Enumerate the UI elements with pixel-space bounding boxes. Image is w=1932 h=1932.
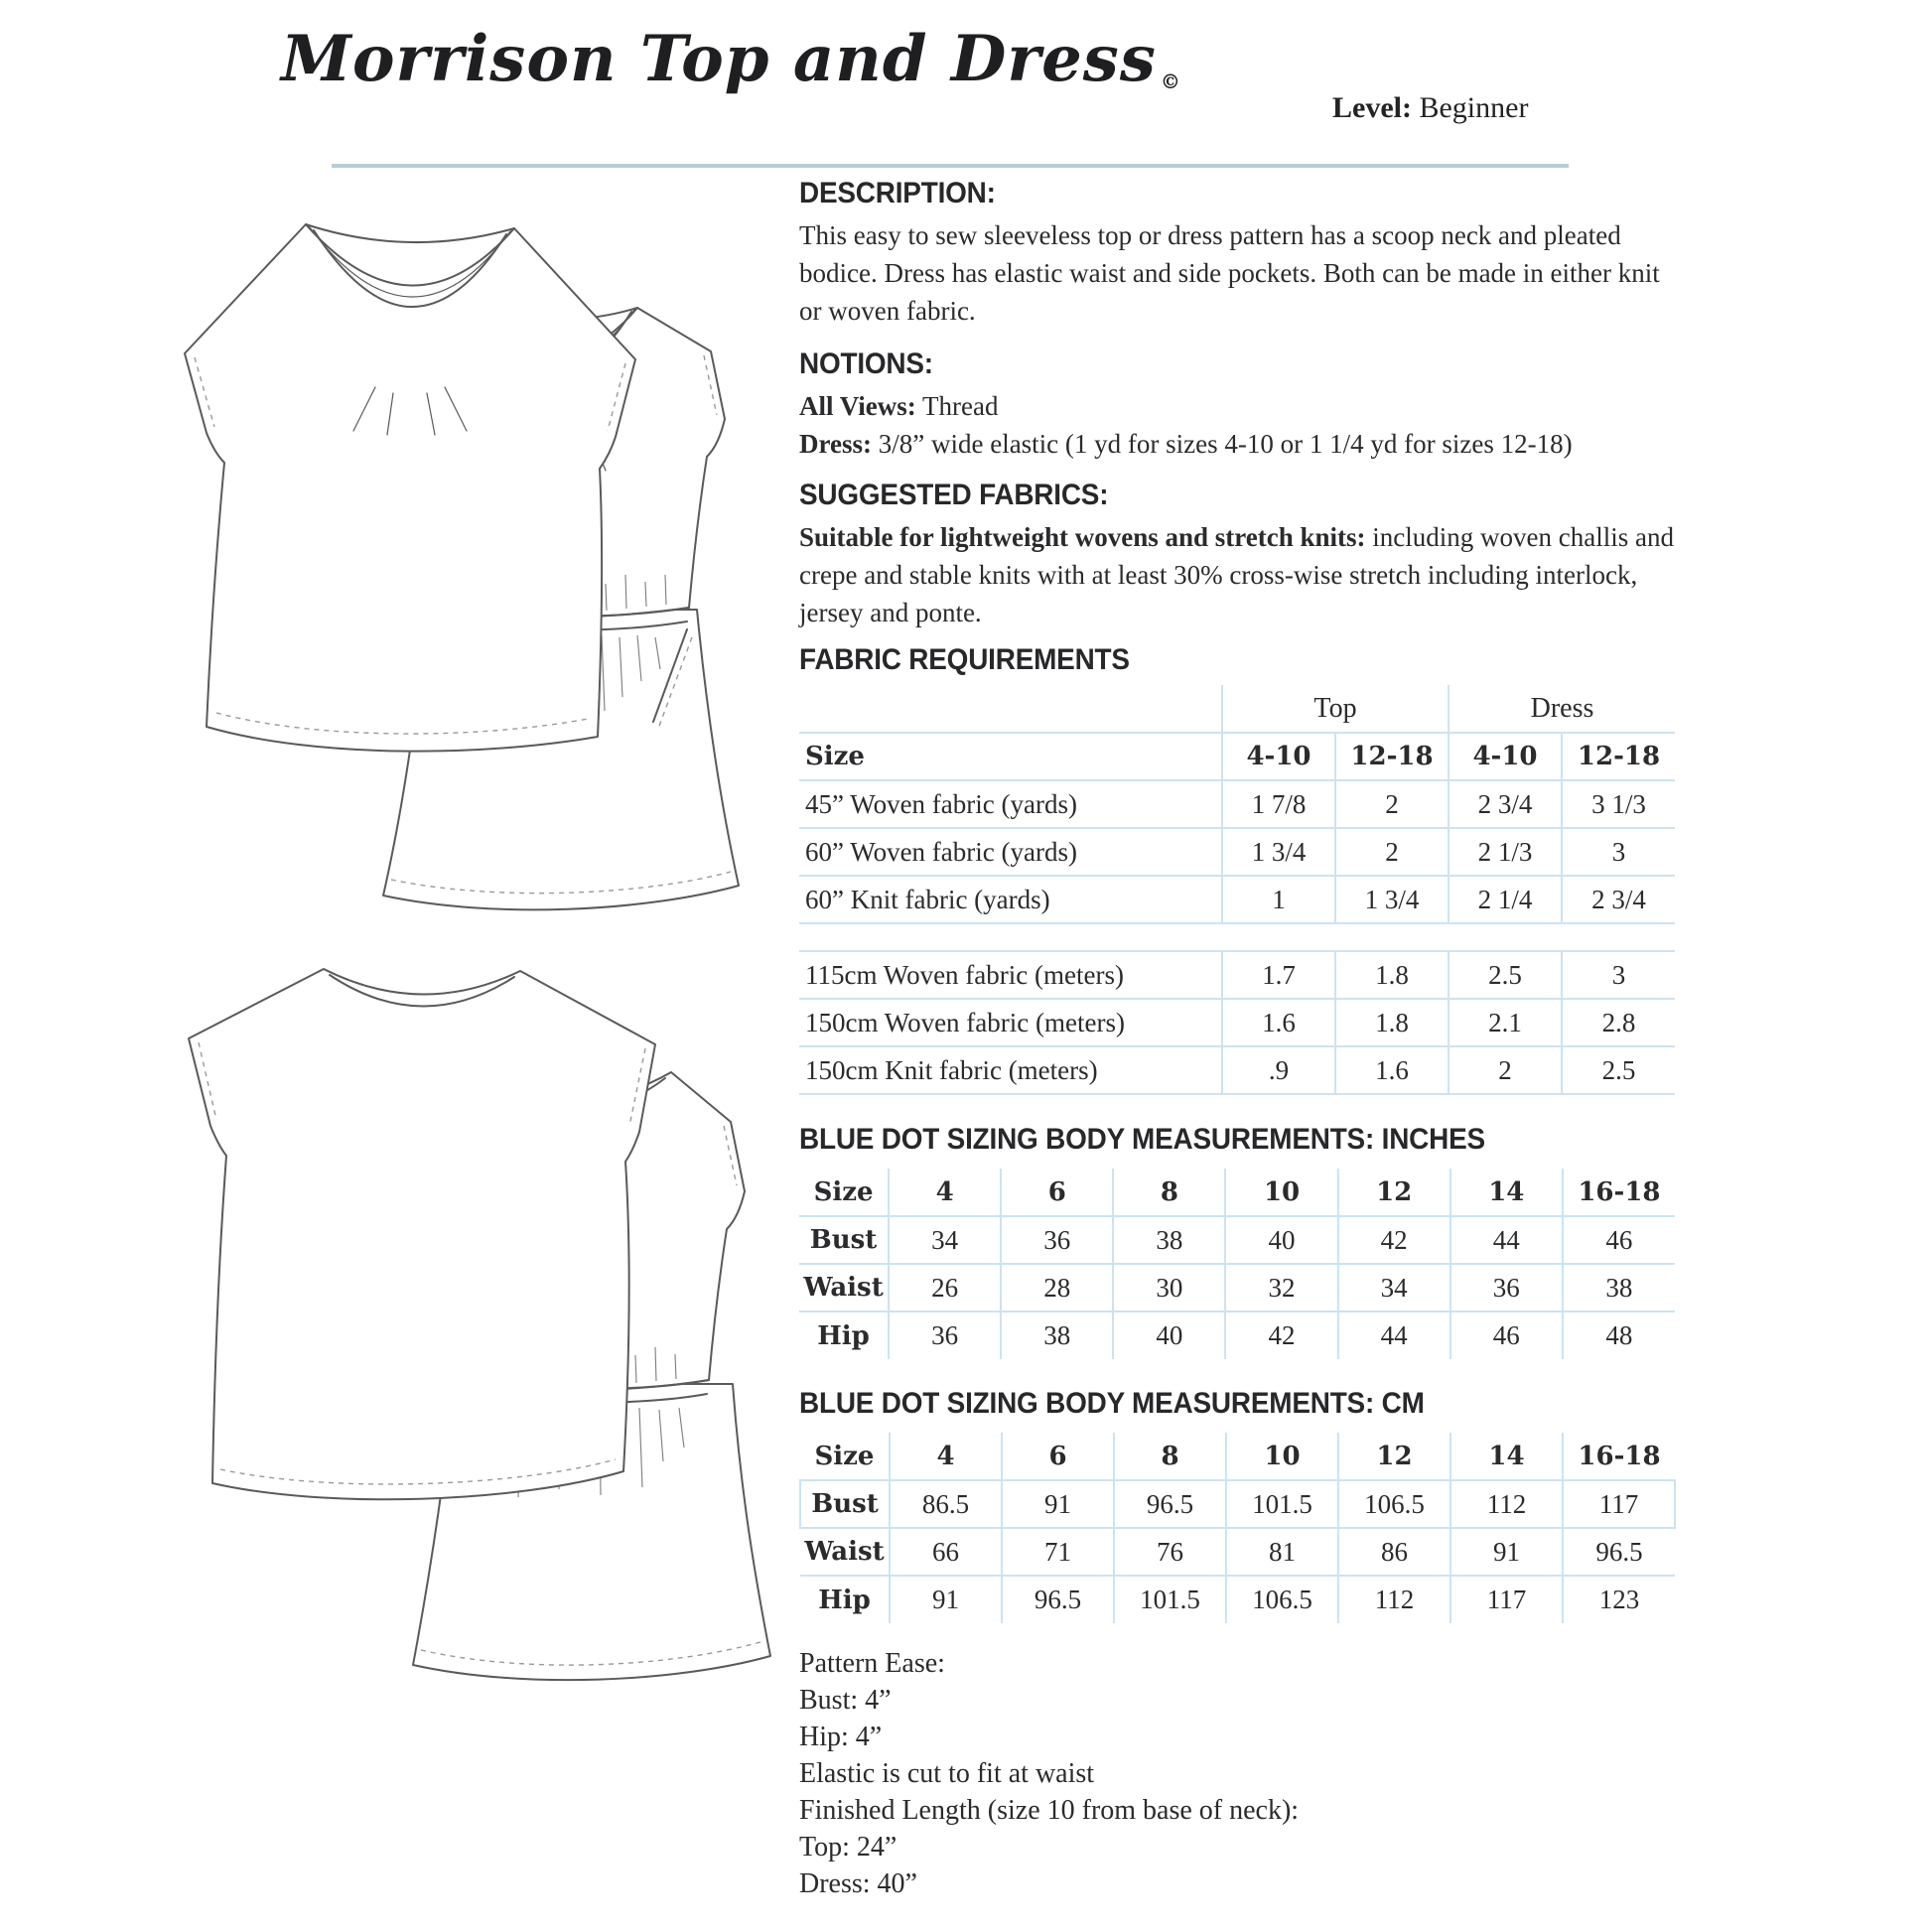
table-cell: 76 <box>1114 1528 1226 1576</box>
size-header: Size <box>800 1433 890 1480</box>
back-views-illustration <box>127 935 814 1722</box>
table-cell: 3 <box>1562 951 1675 999</box>
column-header: 14 <box>1450 1169 1563 1216</box>
row-label: Bust <box>799 1216 889 1264</box>
table-cell: 46 <box>1563 1216 1675 1264</box>
column-header: 10 <box>1225 1169 1337 1216</box>
table-cell: 2.8 <box>1562 999 1675 1046</box>
column-header: 12 <box>1338 1169 1450 1216</box>
sizing-cm-table <box>799 1433 1676 1623</box>
group-header-top: Top <box>1222 685 1449 733</box>
row-label: Bust <box>800 1480 890 1528</box>
column-header: 4 <box>890 1433 1002 1480</box>
column-header: 4 <box>889 1169 1001 1216</box>
section-pattern-ease <box>799 1645 1675 1902</box>
notions-all-views: All Views: Thread <box>799 391 999 421</box>
column-header: 8 <box>1113 1169 1225 1216</box>
sizing-cm-heading: BLUE DOT SIZING BODY MEASUREMENTS: CM <box>799 1387 1425 1420</box>
table-cell: 2 <box>1335 828 1449 876</box>
table-cell: 38 <box>1113 1216 1225 1264</box>
column-header: 10 <box>1226 1433 1338 1480</box>
table-cell: 3 1/3 <box>1562 780 1675 828</box>
table-cell: 2 3/4 <box>1562 876 1675 923</box>
table-header-row <box>800 1433 1675 1480</box>
column-header: 4-10 <box>1222 733 1335 780</box>
table-cell: 117 <box>1450 1576 1563 1623</box>
section-suggested-fabrics <box>799 479 1675 631</box>
level-label: Level: Beginner <box>1332 91 1529 124</box>
section-sizing-inches <box>799 1123 1675 1359</box>
table-cell: 26 <box>889 1264 1001 1311</box>
table-cell: 34 <box>889 1216 1001 1264</box>
suggested-fabrics-heading: SUGGESTED FABRICS: <box>799 479 1109 511</box>
description-heading: DESCRIPTION: <box>799 177 996 209</box>
column-header: 8 <box>1114 1433 1226 1480</box>
row-label: 115cm Woven fabric (meters) <box>799 951 1222 999</box>
table-cell: 2.5 <box>1449 951 1562 999</box>
table-cell: 2.5 <box>1562 1046 1675 1094</box>
table-cell: 2 3/4 <box>1449 780 1562 828</box>
row-label: 45” Woven fabric (yards) <box>799 780 1222 828</box>
row-label: Waist <box>799 1264 889 1311</box>
table-cell <box>799 685 1222 733</box>
row-label: 60” Knit fabric (yards) <box>799 876 1222 923</box>
table-cell: 106.5 <box>1226 1576 1338 1623</box>
table-cell: 81 <box>1226 1528 1338 1576</box>
table-cell: 86.5 <box>890 1480 1002 1528</box>
scissors-icon <box>1475 40 1517 85</box>
fabric-requirements-metric-table <box>799 950 1675 1095</box>
table-cell: 112 <box>1450 1480 1563 1528</box>
size-header: Size <box>799 733 1222 780</box>
table-cell: 86 <box>1338 1528 1450 1576</box>
table-cell: 38 <box>1001 1311 1113 1359</box>
table-row <box>799 780 1675 828</box>
table-cell: 117 <box>1563 1480 1675 1528</box>
sizing-inches-heading: BLUE DOT SIZING BODY MEASUREMENTS: INCHES <box>799 1123 1485 1156</box>
table-cell: 48 <box>1563 1311 1675 1359</box>
column-header: 12-18 <box>1562 733 1675 780</box>
section-fabric-requirements <box>799 643 1675 1095</box>
table-cell: 1.6 <box>1335 1046 1449 1094</box>
table-row <box>800 1576 1675 1623</box>
page-title: Morrison Top and Dress © <box>281 22 1181 96</box>
column-header: 16-18 <box>1563 1433 1675 1480</box>
row-label: 60” Woven fabric (yards) <box>799 828 1222 876</box>
column-header: 12 <box>1338 1433 1450 1480</box>
table-cell: 36 <box>889 1311 1001 1359</box>
suggested-fabrics-text: Suitable for lightweight wovens and stretch knits: including woven challis and crepe and stable knits with at least 30% cross-wise stretch including interlock, jersey and ponte. <box>799 522 1674 627</box>
table-cell: .9 <box>1222 1046 1335 1094</box>
table-cell: 91 <box>890 1576 1002 1623</box>
section-sizing-cm <box>799 1387 1675 1623</box>
column-header: 12-18 <box>1335 733 1449 780</box>
scissors-icon <box>1523 40 1565 85</box>
scissors-icon <box>1332 40 1374 85</box>
pattern-ease-line: Dress: 40” <box>799 1868 917 1899</box>
table-cell: 1 <box>1222 876 1335 923</box>
table-cell: 1.8 <box>1335 951 1449 999</box>
table-group-header-row <box>799 685 1675 733</box>
table-cell: 123 <box>1563 1576 1675 1623</box>
table-row <box>799 1311 1675 1359</box>
top-front-drawing <box>185 224 635 752</box>
table-row <box>799 1046 1675 1094</box>
table-gap <box>799 924 1675 950</box>
table-cell: 66 <box>890 1528 1002 1576</box>
notions-heading: NOTIONS: <box>799 347 933 380</box>
table-cell: 1.8 <box>1335 999 1449 1046</box>
table-cell: 38 <box>1563 1264 1675 1311</box>
table-cell: 1.6 <box>1222 999 1335 1046</box>
table-row <box>799 876 1675 923</box>
table-cell: 91 <box>1002 1480 1114 1528</box>
column-header: 16-18 <box>1563 1169 1675 1216</box>
table-cell: 40 <box>1225 1216 1337 1264</box>
pattern-ease-line: Hip: 4” <box>799 1722 883 1752</box>
notions-dress: Dress: 3/8” wide elastic (1 yd for sizes 4-10 or 1 1/4 yd for sizes 12-18) <box>799 429 1573 459</box>
pattern-ease-line: Bust: 4” <box>799 1685 892 1716</box>
table-cell: 2 <box>1449 1046 1562 1094</box>
pattern-ease-line: Top: 24” <box>799 1832 897 1863</box>
table-cell: 34 <box>1338 1264 1450 1311</box>
sizing-inches-table <box>799 1169 1675 1359</box>
column-header: 14 <box>1450 1433 1563 1480</box>
group-header-dress: Dress <box>1449 685 1675 733</box>
table-row <box>800 1528 1675 1576</box>
table-cell: 106.5 <box>1338 1480 1450 1528</box>
column-header: 6 <box>1002 1433 1114 1480</box>
table-cell: 36 <box>1001 1216 1113 1264</box>
copyright-mark: © <box>1160 69 1181 93</box>
table-row <box>799 951 1675 999</box>
main-content <box>799 177 1675 1902</box>
table-row <box>799 828 1675 876</box>
table-cell: 1.7 <box>1222 951 1335 999</box>
table-cell: 42 <box>1225 1311 1337 1359</box>
row-label: Hip <box>817 1320 870 1351</box>
table-cell: 1 3/4 <box>1222 828 1335 876</box>
column-header: 4-10 <box>1449 733 1562 780</box>
table-cell: 44 <box>1450 1216 1563 1264</box>
table-cell: 36 <box>1450 1264 1563 1311</box>
table-cell: 3 <box>1562 828 1675 876</box>
table-cell: 112 <box>1338 1576 1450 1623</box>
table-cell: 2 1/3 <box>1449 828 1562 876</box>
description-text: This easy to sew sleeveless top or dress pattern has a scoop neck and pleated bodice. Dress has elastic waist and side pockets. Both can be made in either knit or woven fabric. <box>799 220 1660 326</box>
table-row <box>799 999 1675 1046</box>
table-cell: 1 7/8 <box>1222 780 1335 828</box>
row-label: Hip <box>818 1585 871 1615</box>
front-views-illustration <box>127 161 770 933</box>
difficulty-rating <box>1332 40 1581 85</box>
table-cell: 101.5 <box>1114 1576 1226 1623</box>
table-cell: 28 <box>1001 1264 1113 1311</box>
size-header: Size <box>799 1169 889 1216</box>
column-header: 6 <box>1001 1169 1113 1216</box>
pattern-ease-line: Elastic is cut to fit at waist <box>799 1758 1095 1789</box>
table-row <box>800 1480 1675 1528</box>
scissors-icon <box>1428 40 1469 85</box>
table-header-row <box>799 733 1675 780</box>
table-cell: 40 <box>1113 1311 1225 1359</box>
table-cell: 2 <box>1335 780 1449 828</box>
table-cell: 1 3/4 <box>1335 876 1449 923</box>
table-cell: 71 <box>1002 1528 1114 1576</box>
table-cell: 101.5 <box>1226 1480 1338 1528</box>
table-cell: 96.5 <box>1563 1528 1675 1576</box>
pattern-ease-line: Pattern Ease: <box>799 1648 945 1679</box>
table-cell: 96.5 <box>1002 1576 1114 1623</box>
table-row <box>799 1264 1675 1311</box>
scissors-icon <box>1380 40 1422 85</box>
row-label: 150cm Woven fabric (meters) <box>799 999 1222 1046</box>
difficulty-block <box>1332 40 1581 125</box>
table-cell: 91 <box>1450 1528 1563 1576</box>
table-cell: 42 <box>1338 1216 1450 1264</box>
table-cell: 2 1/4 <box>1449 876 1562 923</box>
table-cell: 30 <box>1113 1264 1225 1311</box>
section-description <box>799 177 1675 330</box>
table-cell: 32 <box>1225 1264 1337 1311</box>
row-label: Waist <box>800 1528 890 1576</box>
table-cell: 96.5 <box>1114 1480 1226 1528</box>
table-header-row <box>799 1169 1675 1216</box>
row-label: 150cm Knit fabric (meters) <box>799 1046 1222 1094</box>
fabric-requirements-table <box>799 685 1675 924</box>
top-back-drawing <box>189 969 655 1499</box>
table-row <box>799 1216 1675 1264</box>
section-notions <box>799 347 1675 463</box>
table-cell: 46 <box>1450 1311 1563 1359</box>
pattern-ease-line: Finished Length (size 10 from base of neck): <box>799 1795 1300 1826</box>
fabric-requirements-heading: FABRIC REQUIREMENTS <box>799 643 1130 676</box>
table-cell: 2.1 <box>1449 999 1562 1046</box>
table-cell: 44 <box>1338 1311 1450 1359</box>
